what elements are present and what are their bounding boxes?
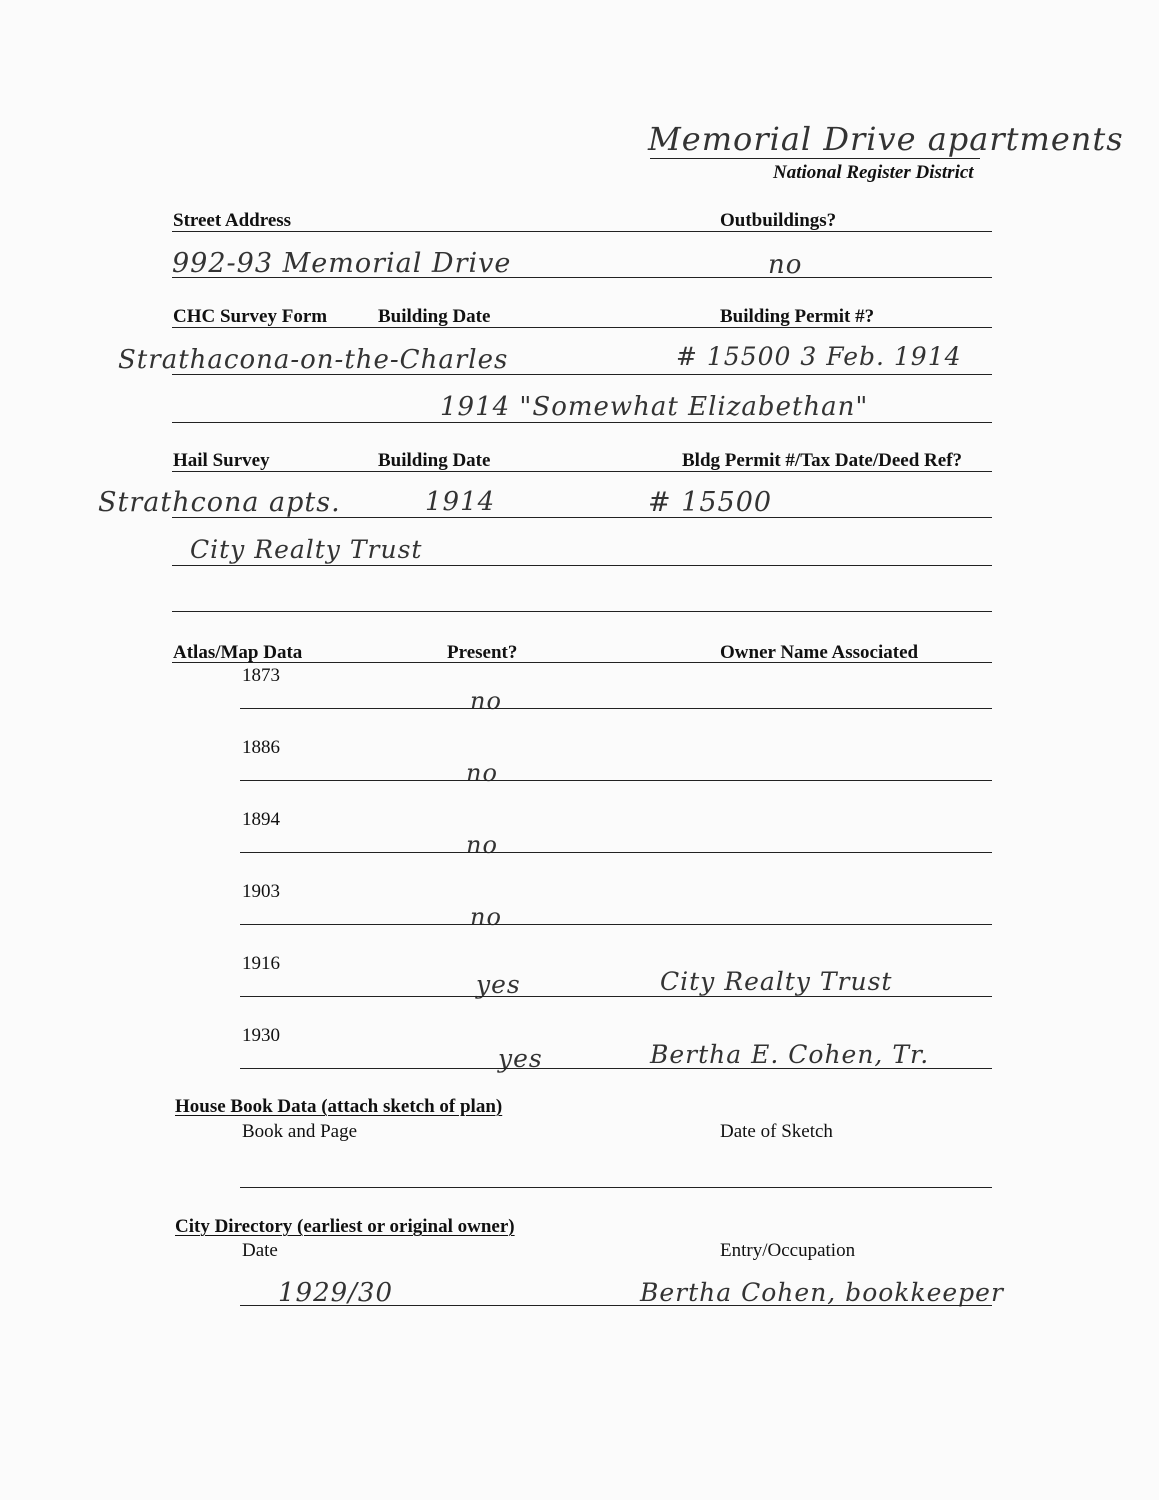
district-underline [650,158,980,159]
atlas-year: 1930 [242,1025,280,1046]
atlas-present: yes [498,1044,543,1073]
present-label: Present? [447,642,518,663]
hail-header-line [172,471,992,472]
atlas-year: 1873 [242,665,280,686]
atlas-year: 1903 [242,881,280,902]
hail-permit-value: # 15500 [648,487,773,518]
district-name-handwritten: Memorial Drive apartments [648,120,1124,158]
atlas-year: 1916 [242,953,280,974]
street-address-label: Street Address [173,210,292,231]
atlas-row-line [240,996,992,997]
atlas-owner: City Realty Trust [660,967,893,996]
outbuildings-value: no [768,250,803,280]
book-page-label: Book and Page [242,1121,358,1142]
city-directory-title: City Directory (earliest or original owner) [175,1216,515,1237]
atlas-year: 1894 [242,809,280,830]
hail-survey-value: Strathcona apts. [98,487,341,518]
atlas-present: no [466,759,498,787]
hail-value-line-3 [172,611,992,612]
house-book-title: House Book Data (attach sketch of plan) [175,1096,503,1117]
atlas-year: 1886 [242,737,280,758]
street-value-line [172,277,992,278]
chc-survey-label: CHC Survey Form [173,306,328,327]
atlas-row-line [240,780,992,781]
chc-survey-value: Strathacona-on-the-Charles [118,345,509,375]
hail-owner-value: City Realty Trust [190,535,423,564]
atlas-row-line [240,708,992,709]
entry-occupation-value: Bertha Cohen, bookkeeper [640,1278,1004,1307]
atlas-row-line [240,924,992,925]
hail-building-date-value: 1914 [425,487,496,517]
house-book-line [240,1187,992,1188]
hail-value-line-1 [172,517,992,518]
atlas-owner: Bertha E. Cohen, Tr. [650,1040,930,1069]
chc-building-date-label: Building Date [378,306,491,327]
street-address-value: 992-93 Memorial Drive [172,248,512,279]
hail-value-line-2 [172,565,992,566]
chc-building-date-value: 1914 "Somewhat Elizabethan" [440,392,869,422]
chc-value-line-1 [172,374,992,375]
sketch-date-label: Date of Sketch [720,1121,833,1142]
hail-survey-label: Hail Survey [173,450,270,471]
district-label: National Register District [773,162,974,183]
atlas-map-label: Atlas/Map Data [173,642,303,663]
outbuildings-label: Outbuildings? [720,210,837,231]
entry-occupation-label: Entry/Occupation [720,1240,856,1261]
city-directory-line [240,1305,992,1306]
building-permit-value: # 15500 3 Feb. 1914 [676,342,962,371]
atlas-present: no [470,903,502,931]
directory-date-value: 1929/30 [278,1278,394,1308]
chc-value-line-2 [172,422,992,423]
street-header-line [172,231,992,232]
atlas-present: no [470,687,502,715]
atlas-row-line [240,1068,992,1069]
directory-date-label: Date [242,1240,278,1261]
atlas-present: yes [476,970,521,999]
hail-building-date-label: Building Date [378,450,491,471]
owner-name-label: Owner Name Associated [720,642,919,663]
building-permit-label: Building Permit #? [720,306,875,327]
atlas-present: no [466,831,498,859]
atlas-header-line [172,662,992,663]
bldg-permit-tax-label: Bldg Permit #/Tax Date/Deed Ref? [682,450,963,471]
chc-header-line [172,327,992,328]
atlas-row-line [240,852,992,853]
